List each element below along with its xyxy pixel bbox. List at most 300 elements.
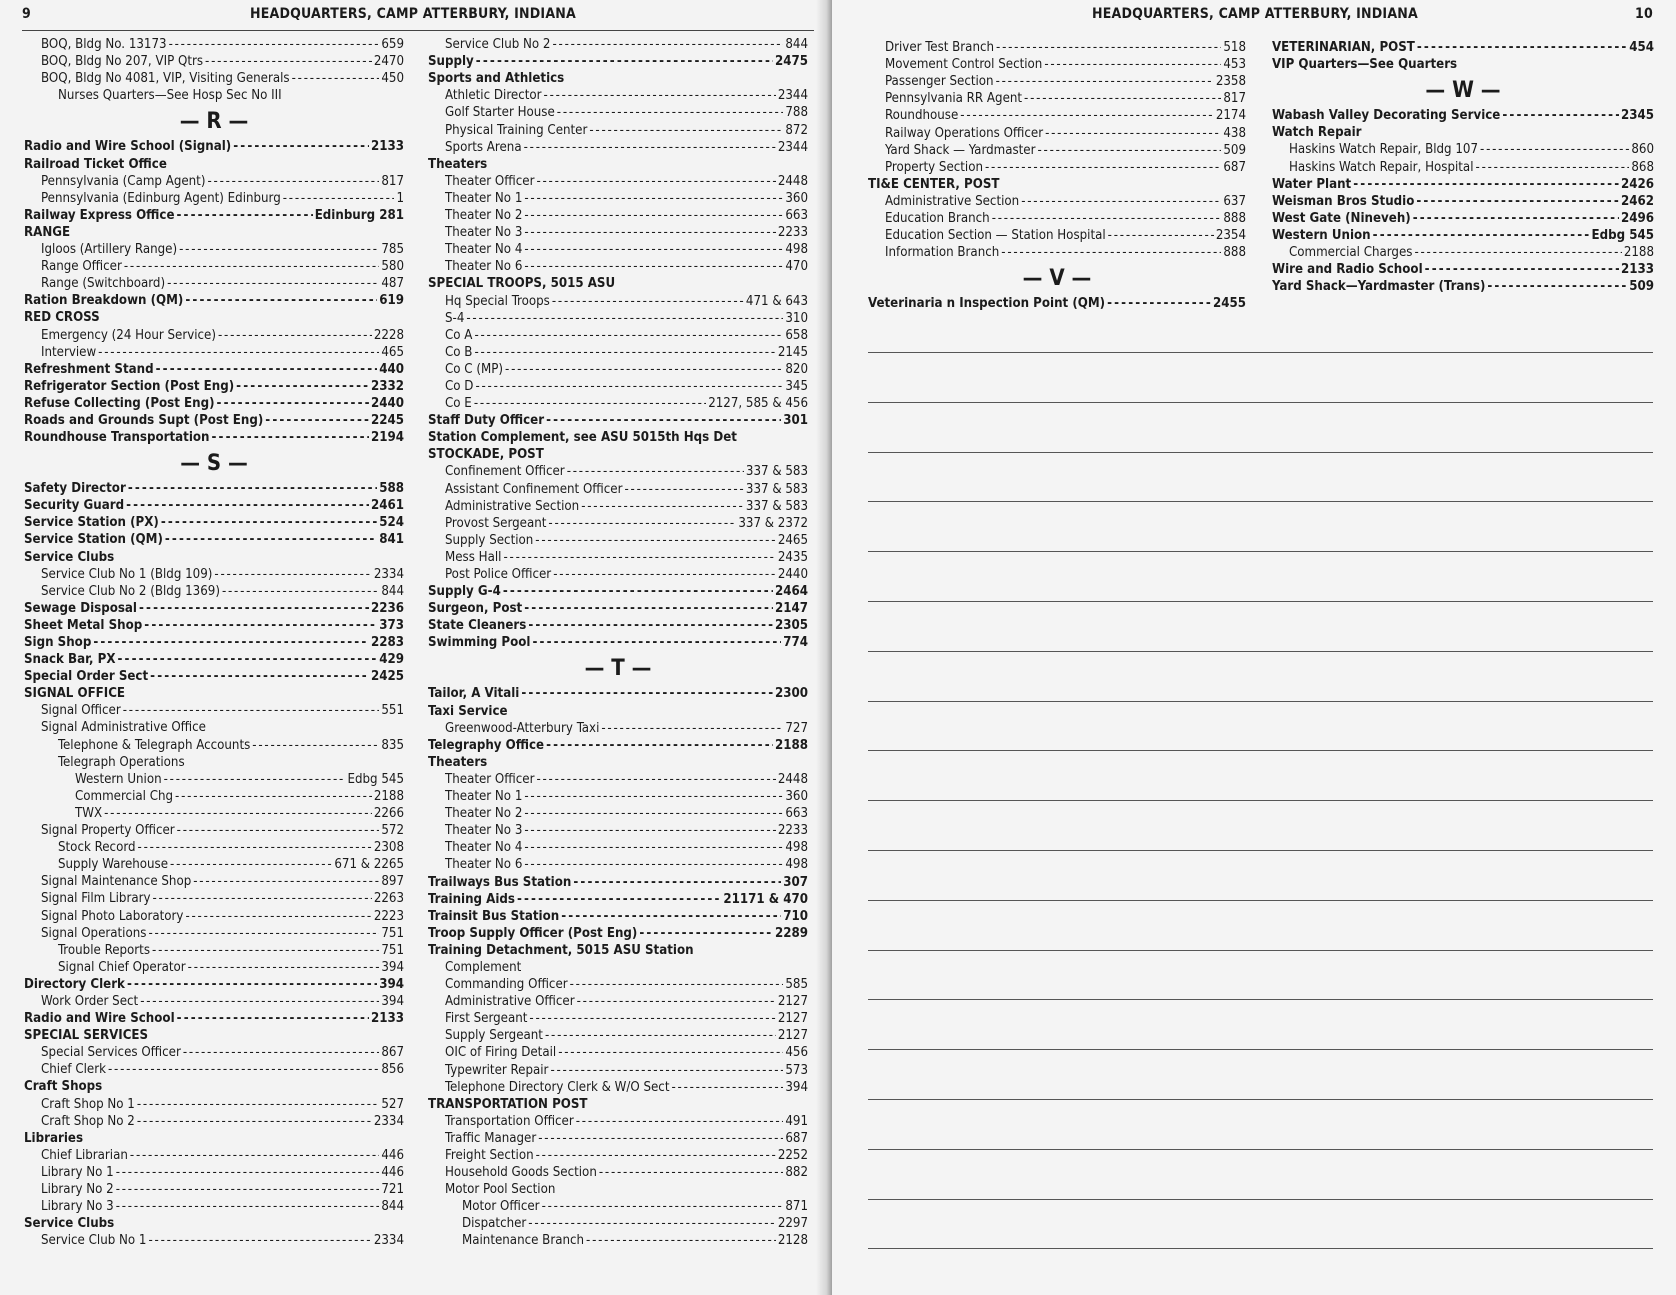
entry-extension: 2194 [370,430,404,446]
entry-extension: 658 [785,327,808,343]
leader-dashes [137,1113,372,1130]
directory-entry [24,1215,404,1232]
leader-dashes [524,839,783,856]
memo-line [868,601,1653,602]
entry-label: Pennsylvania RR Agent [885,91,1023,107]
entry-extension: 585 [785,977,808,993]
entry-extension: 551 [381,703,404,719]
entry-extension: 453 [1223,57,1246,73]
directory-entry [24,497,404,514]
entry-label: Service Clubs [24,549,115,565]
leader-dashes [524,788,783,805]
section-letter-heading: — R — [179,108,249,134]
leader-dashes [1487,278,1627,295]
entry-extension: 817 [1223,91,1246,107]
entry-label: Telephone & Telegraph Accounts [58,737,251,753]
entry-extension: 872 [785,122,808,138]
entry-extension: 2475 [774,54,808,70]
leader-dashes [252,737,379,754]
directory-entry [1272,227,1654,244]
directory-entry [24,959,404,976]
entry-extension: 2128 [777,1233,808,1249]
leader-dashes [1107,295,1211,312]
entry-label: Trailways Bus Station [428,874,572,890]
leader-dashes [552,36,783,53]
entry-label: Theater No 4 [445,242,523,258]
directory-entry [868,73,1246,90]
leader-dashes [528,617,773,634]
directory-entry [428,1027,808,1044]
entry-extension: 2470 [373,54,404,70]
directory-entry [868,90,1246,107]
leader-dashes [265,412,369,429]
entry-label: Supply [428,54,474,70]
entry-label: Theater No 2 [445,208,523,224]
entry-label: RED CROSS [24,310,100,326]
memo-line [868,1049,1653,1050]
entry-extension: 2147 [774,601,808,617]
entry-label: Supply G-4 [428,584,501,600]
directory-entry [1272,158,1654,175]
leader-dashes [128,480,377,497]
directory-entry [428,258,808,275]
entry-label: Post Police Officer [445,567,552,582]
directory-entry [428,1215,808,1232]
directory-entry [24,993,404,1010]
directory-entry [24,1181,404,1198]
entry-extension: 465 [381,344,404,360]
entry-extension: 835 [381,737,404,753]
entry-extension: 580 [381,259,404,275]
leader-dashes [175,788,372,805]
entry-label: STOCKADE, POST [428,447,544,463]
directory-entry [24,566,404,583]
entry-label: Freight Section [445,1148,534,1163]
entry-label: Craft Shop No 1 [41,1096,135,1112]
directory-entry [428,566,808,583]
entry-extension: 2344 [777,88,808,104]
entry-label: Refrigerator Section (Post Eng) [24,378,235,394]
entry-label: Western Union [75,771,162,787]
header-rule-left [22,30,814,31]
directory-entry [24,668,404,685]
leader-dashes [524,805,783,822]
leader-dashes [960,107,1214,124]
directory-entry [868,193,1246,210]
leader-dashes [589,122,783,139]
entry-extension: 2305 [774,618,808,634]
leader-dashes [524,822,775,839]
leader-dashes [581,498,744,515]
directory-entry [428,344,808,361]
entry-label: Trouble Reports [58,942,151,958]
entry-extension: 573 [785,1062,808,1078]
entry-label: Traffic Manager [445,1130,537,1146]
entry-label: Library No 1 [41,1164,114,1180]
entry-label: TRANSPORTATION POST [428,1096,588,1112]
leader-dashes [1353,176,1619,193]
entry-extension: 2233 [777,823,808,839]
entry-extension: 491 [785,1113,808,1129]
directory-entry [428,207,808,224]
leader-dashes [536,1147,776,1164]
leader-dashes [179,241,379,258]
left-page [0,0,828,1295]
directory-entry [868,39,1246,56]
entry-label: West Gate (Nineveh) [1272,210,1411,226]
entry-label: Telegraphy Office [428,737,545,753]
entry-extension: 751 [381,925,404,941]
directory-entry [1272,107,1654,124]
leader-dashes [1480,141,1629,158]
entry-label: Theater Officer [445,173,535,189]
entry-extension: 844 [381,583,404,599]
directory-entry [24,309,404,326]
entry-label: Sheet Metal Shop [24,617,143,633]
entry-label: Co C (MP) [445,361,504,377]
leader-dashes [185,908,371,925]
directory-entry [24,378,404,395]
entry-extension: 841 [379,532,404,548]
leader-dashes [188,959,380,976]
memo-line [868,352,1653,353]
entry-label: Supply Section [445,532,534,548]
directory-entry [428,173,808,190]
entry-label: Property Section [885,159,983,175]
directory-entry [1272,210,1654,227]
entry-extension: 360 [785,190,808,206]
directory-entry [428,754,808,771]
entry-label: SPECIAL SERVICES [24,1028,149,1044]
directory-entry [868,56,1246,73]
directory-entry [428,771,808,788]
entry-extension: 867 [381,1045,404,1061]
directory-entry [428,395,808,412]
directory-entry [428,327,808,344]
entry-extension: 450 [381,71,404,87]
entry-extension: 2174 [1215,108,1246,124]
entry-extension: 785 [381,242,404,258]
leader-dashes [529,1010,775,1027]
entry-extension: 2435 [777,549,808,565]
entry-label: Pennsylvania (Camp Agent) [41,173,206,189]
leader-dashes [152,890,371,907]
directory-entry [24,292,404,309]
entry-extension: 888 [1223,211,1246,227]
entry-extension: 498 [785,857,808,873]
directory-entry [24,412,404,429]
leader-dashes [671,1079,783,1096]
directory-entry [24,70,404,87]
directory-entry [428,275,808,292]
entry-label: Library No 3 [41,1199,114,1215]
directory-entry [24,771,404,788]
entry-extension: 871 [785,1199,808,1215]
directory-entry [428,788,808,805]
entry-label: Snack Bar, PX [24,652,116,668]
directory-entry [868,159,1246,176]
entry-label: Veterinaria n Inspection Point (QM) [868,296,1106,312]
entry-label: Driver Test Branch [885,40,995,56]
entry-label: Theater No 4 [445,840,523,856]
entry-extension: 2464 [774,584,808,600]
directory-entry [24,1232,404,1249]
entry-extension: 310 [785,310,808,326]
entry-extension: 429 [379,652,404,668]
entry-extension: 844 [785,37,808,53]
directory-entry [24,856,404,873]
entry-label: VIP Quarters—See Quarters [1272,57,1458,73]
entry-label: Motor Pool Section [445,1182,556,1198]
leader-dashes [130,1147,379,1164]
leader-dashes [150,668,369,685]
leader-dashes [624,481,743,498]
memo-line [868,452,1653,453]
leader-dashes [177,822,380,839]
leader-dashes [177,207,313,224]
entry-label: Maintenance Branch [462,1233,585,1249]
entry-extension: 2426 [1620,176,1654,192]
entry-extension: 456 [785,1045,808,1061]
leader-dashes [996,73,1214,90]
entry-label: Safety Director [24,481,126,497]
entry-extension: 2188 [1623,245,1654,261]
entry-extension: 710 [783,908,808,924]
entry-label: SIGNAL OFFICE [24,686,126,702]
entry-label: Supply Sergeant [445,1028,543,1044]
directory-entry [428,720,808,737]
leader-dashes [1425,261,1619,278]
leader-dashes [985,159,1221,176]
entry-label: Sewage Disposal [24,600,137,616]
leader-dashes [524,241,783,258]
entry-label: BOQ, Bldg No. 13173 [41,37,167,53]
entry-extension: 2425 [370,669,404,685]
entry-extension: 721 [381,1182,404,1197]
directory-entry [428,1096,808,1113]
directory-entry [24,890,404,907]
entry-label: Haskins Watch Repair, Hospital [1289,159,1474,175]
leader-dashes [503,583,773,600]
directory-entry [428,805,808,822]
memo-line [868,1199,1653,1200]
entry-label: Sports Arena [445,139,522,155]
leader-dashes [177,1010,369,1027]
directory-entry [428,908,808,925]
directory-entry [428,891,808,908]
entry-label: Household Goods Section [445,1165,597,1181]
section-letter-heading: — S — [180,450,248,476]
entry-label: Theater Officer [445,771,535,787]
entry-label: Training Detachment, 5015 ASU Station [428,942,694,958]
entry-label: Signal Photo Laboratory [41,908,184,924]
leader-dashes [98,344,379,361]
entry-extension: 788 [785,105,808,121]
entry-label: Igloos (Artillery Range) [41,242,178,258]
entry-extension: 454 [1629,40,1654,56]
directory-entry [24,617,404,634]
entry-label: Theater No 3 [445,225,523,241]
entry-label: Swimming Pool [428,635,531,651]
leader-dashes [1413,210,1619,227]
leader-dashes [167,275,379,292]
directory-entry [428,87,808,104]
directory-entry [428,1164,808,1181]
entry-label: Roads and Grounds Supt (Post Eng) [24,412,264,428]
entry-label: Administrative Section [885,193,1020,209]
entry-label: Provost Sergeant [445,515,547,531]
directory-entry [428,1181,808,1198]
entry-extension: 470 [785,259,808,275]
directory-entry [428,1079,808,1096]
directory-entry [428,976,808,993]
entry-extension: 2496 [1620,210,1654,226]
leader-dashes [148,925,379,942]
entry-label: Railway Express Office [24,207,175,223]
leader-dashes [126,497,369,514]
directory-entry [24,1010,404,1027]
directory-entry [24,976,404,993]
leader-dashes [233,138,369,155]
entry-label: Service Clubs [24,1216,115,1232]
entry-extension: 471 & 643 [745,293,808,309]
directory-entry [24,1061,404,1078]
entry-extension: 2266 [373,805,404,821]
entry-label: Refreshment Stand [24,361,154,377]
entry-label: Typewriter Repair [445,1062,549,1078]
directory-entry [428,532,808,549]
entry-extension: 2283 [370,635,404,650]
entry-label: Administrative Officer [445,994,575,1010]
leader-dashes [164,771,346,788]
entry-label: Education Branch [885,211,990,227]
entry-extension: 2300 [774,686,808,702]
memo-line [868,800,1653,801]
directory-entry [24,1044,404,1061]
leader-dashes [561,908,781,925]
page-header-right: HEADQUARTERS, CAMP ATTERBURY, INDIANA [1092,6,1418,22]
leader-dashes [557,104,784,121]
memo-line [868,1149,1653,1150]
leader-dashes [127,976,377,993]
entry-label: Chief Clerk [41,1062,106,1078]
entry-extension: 2334 [373,1113,404,1129]
directory-entry [1272,141,1654,158]
directory-entry [428,634,808,651]
entry-label: Theater No 6 [445,259,523,275]
entry-extension: 572 [381,823,404,839]
leader-dashes [137,1096,380,1113]
directory-entry [24,87,404,104]
directory-entry [868,295,1246,312]
memo-line [868,501,1653,502]
memo-line [868,1248,1653,1249]
directory-entry [428,839,808,856]
directory-entry [24,207,404,224]
entry-label: Tailor, A Vitali [428,686,520,702]
entry-label: Service Station (QM) [24,532,163,548]
entry-label: Telegraph Operations [58,754,185,770]
entry-label: Service Station (PX) [24,515,159,531]
entry-label: Surgeon, Post [428,601,523,617]
entry-label: Station Complement, see ASU 5015th Hqs Det [428,430,737,446]
directory-entry [24,36,404,53]
directory-entry [428,583,808,600]
entry-extension: Edinburg 281 [314,207,404,223]
leader-dashes [476,53,773,70]
directory-entry [24,702,404,719]
entry-extension: 2223 [373,908,404,924]
entry-label: Service Club No 1 [41,1233,147,1249]
directory-entry [24,634,404,651]
leader-dashes [207,173,379,190]
entry-extension: 2462 [1620,193,1654,209]
memo-line [868,750,1653,751]
entry-label: Haskins Watch Repair, Bldg 107 [1289,142,1479,158]
leader-dashes [1476,159,1630,176]
entry-label: Sports and Athletics [428,71,565,87]
entry-label: Yard Shack — Yardmaster [885,142,1036,158]
directory-entry [428,515,808,532]
directory-entry [24,754,404,771]
entry-label: Yard Shack—Yardmaster (Trans) [1272,279,1486,295]
entry-extension: 2461 [370,498,404,514]
directory-entry [24,907,404,924]
directory-entry [24,531,404,548]
leader-dashes [292,70,380,87]
directory-entry [24,258,404,275]
entry-extension: 671 & 2265 [334,857,404,873]
entry-label: Co A [445,327,473,343]
directory-entry [24,395,404,412]
directory-entry [1272,56,1654,73]
entry-label: Roundhouse [885,108,959,124]
leader-dashes [193,873,379,890]
directory-entry [24,429,404,446]
leader-dashes [524,207,783,224]
directory-entry [868,142,1246,159]
leader-dashes [144,617,377,634]
directory-entry [428,463,808,480]
leader-dashes [108,1061,379,1078]
entry-label: Service Club No 1 (Bldg 109) [41,566,213,582]
entry-label: First Sergeant [445,1011,528,1027]
leader-dashes [124,258,380,275]
leader-dashes [475,378,783,395]
directory-entry [428,822,808,839]
directory-entry [868,124,1246,141]
entry-label: Wire and Radio School [1272,262,1423,278]
memo-line [868,551,1653,552]
entry-label: Craft Shop No 2 [41,1113,135,1129]
directory-entry [24,1198,404,1215]
entry-label: VETERINARIAN, POST [1272,40,1415,56]
entry-label: Training Aids [428,891,515,907]
entry-extension: 307 [783,874,808,890]
leader-dashes [165,531,377,548]
leader-dashes [552,293,744,310]
leader-dashes [1045,125,1221,142]
entry-label: Wabash Valley Decorating Service [1272,108,1501,124]
page-number-right: 10 [1635,6,1653,22]
entry-label: Watch Repair [1272,125,1362,141]
entry-extension: 2127, 585 & 456 [708,396,808,412]
directory-entry [868,244,1246,261]
leader-dashes [93,634,369,651]
entry-label: Hq Special Troops [445,293,550,309]
leader-dashes [236,378,369,395]
entry-label: Co E [445,396,472,412]
